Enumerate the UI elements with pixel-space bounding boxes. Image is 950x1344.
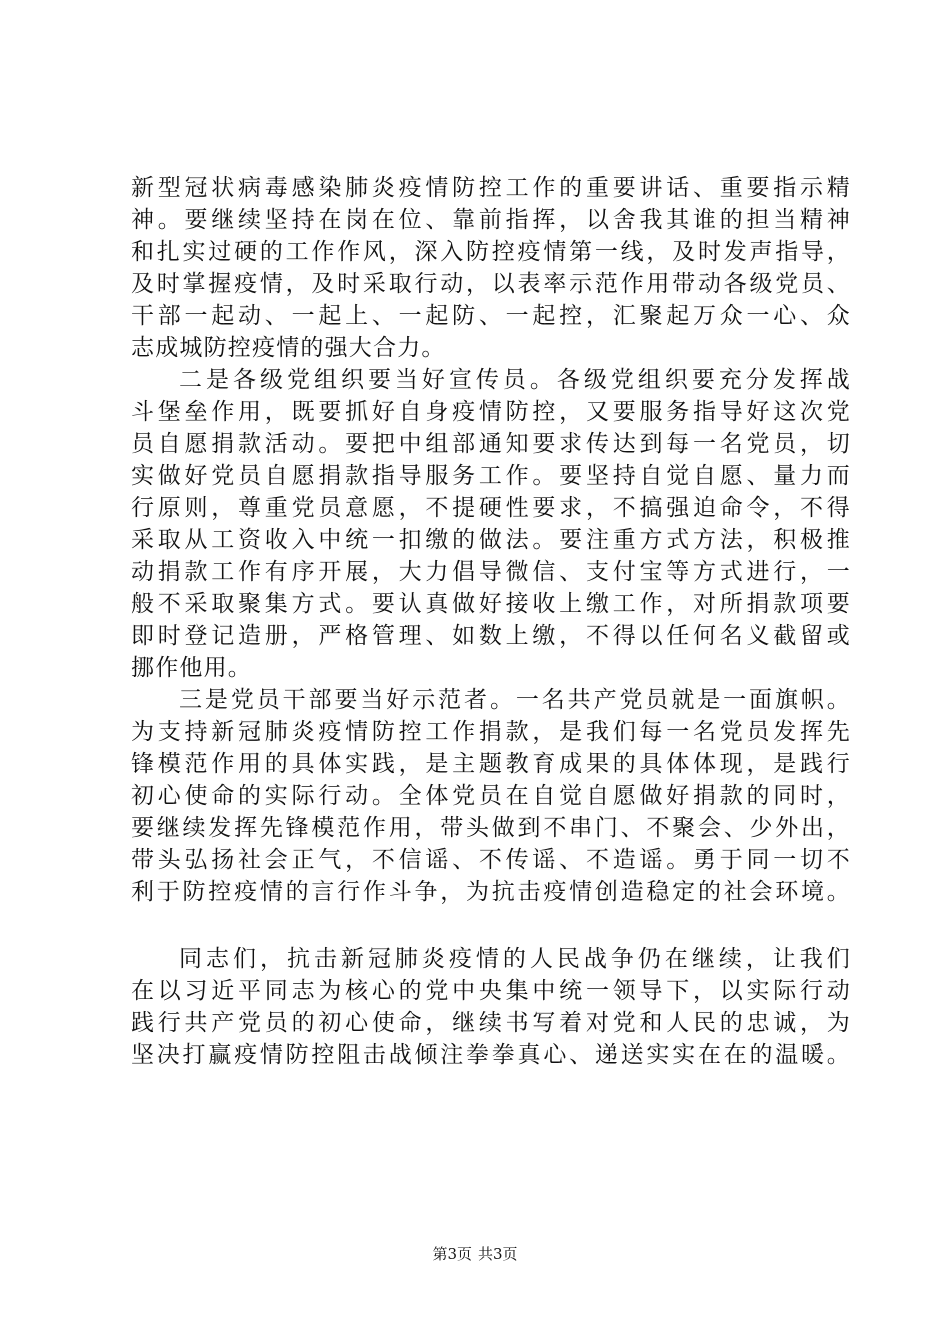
- text-line: 初心使命的实际行动。全体党员在自觉自愿做好捐款的同时，: [131, 783, 851, 809]
- text-line: 为支持新冠肺炎疫情防控工作捐款，是我们每一名党员发挥先: [131, 719, 851, 745]
- text-line: 斗堡垒作用，既要抓好自身疫情防控，又要服务指导好这次党: [131, 399, 851, 425]
- document-body: [131, 172, 851, 1071]
- text-line: 利于防控疫情的言行作斗争，为抗击疫情创造稳定的社会环境。: [131, 879, 851, 905]
- text-line: 和扎实过硬的工作作风，深入防控疫情第一线，及时发声指导，: [131, 239, 851, 265]
- text-line: 坚决打赢疫情防控阻击战倾注拳拳真心、递送实实在在的温暖。: [131, 1042, 851, 1068]
- text-line: 践行共产党员的初心使命，继续书写着对党和人民的忠诚，为: [131, 1010, 851, 1036]
- text-line: 及时掌握疫情，及时采取行动，以表率示范作用带动各级党员、: [131, 271, 851, 297]
- text-line: 采取从工资收入中统一扣缴的做法。要注重方式方法，积极推: [131, 527, 851, 553]
- text-line: 新型冠状病毒感染肺炎疫情防控工作的重要讲话、重要指示精: [131, 175, 851, 201]
- text-line: 要继续发挥先锋模范作用，带头做到不串门、不聚会、少外出，: [131, 815, 851, 841]
- page-total: 共3页: [478, 1245, 518, 1263]
- paragraph-start-line: 三是党员干部要当好示范者。一名共产党员就是一面旗帜。: [179, 687, 851, 713]
- paragraph-start-line: 二是各级党组织要当好宣传员。各级党组织要充分发挥战: [179, 367, 851, 393]
- text-line: 锋模范作用的具体实践，是主题教育成果的具体体现，是践行: [131, 751, 851, 777]
- text-line: 实做好党员自愿捐款指导服务工作。要坚持自觉自愿、量力而: [131, 463, 851, 489]
- page-number: 第3页: [432, 1245, 472, 1263]
- text-line: 员自愿捐款活动。要把中组部通知要求传达到每一名党员，切: [131, 431, 851, 457]
- text-line: 干部一起动、一起上、一起防、一起控，汇聚起万众一心、众: [131, 303, 851, 329]
- page-footer: [0, 1244, 950, 1264]
- paragraph-start-line: 同志们，抗击新冠肺炎疫情的人民战争仍在继续，让我们: [179, 946, 851, 972]
- text-line: 神。要继续坚持在岗在位、靠前指挥，以舍我其谁的担当精神: [131, 207, 851, 233]
- text-line: 志成城防控疫情的强大合力。: [131, 335, 446, 361]
- paragraph-gap: [131, 908, 851, 943]
- text-line: 般不采取聚集方式。要认真做好接收上缴工作，对所捐款项要: [131, 591, 851, 617]
- text-line: 挪作他用。: [131, 655, 252, 681]
- text-line: 即时登记造册，严格管理、如数上缴，不得以任何名义截留或: [131, 623, 851, 649]
- text-line: 动捐款工作有序开展，大力倡导微信、支付宝等方式进行，一: [131, 559, 851, 585]
- text-line: 带头弘扬社会正气，不信谣、不传谣、不造谣。勇于同一切不: [131, 847, 851, 873]
- text-line: 在以习近平同志为核心的党中央集中统一领导下，以实际行动: [131, 978, 851, 1004]
- text-line: 行原则，尊重党员意愿，不提硬性要求，不搞强迫命令，不得: [131, 495, 851, 521]
